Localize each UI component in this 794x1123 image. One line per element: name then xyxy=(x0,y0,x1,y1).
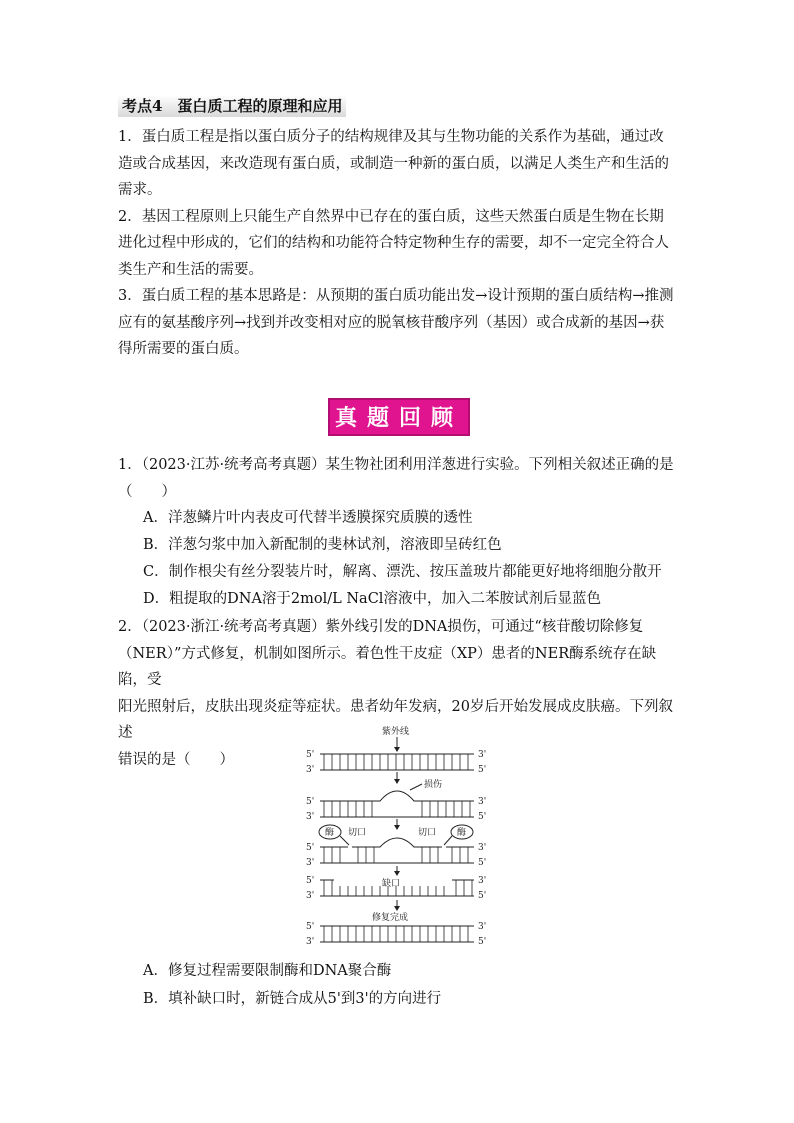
stage-damage xyxy=(306,778,486,822)
s5-top-3: 3' xyxy=(478,922,487,932)
ner-repair-diagram xyxy=(302,724,492,950)
arrowhead-3 xyxy=(394,871,400,876)
s3-top-3: 3' xyxy=(478,843,487,853)
enzyme-left-label: 酶 xyxy=(325,828,335,838)
arrowhead-1 xyxy=(394,779,400,784)
question-2-stem-line4: 错误的是（ ） xyxy=(118,751,234,768)
cut-right-arrow xyxy=(444,836,452,845)
stage-intact xyxy=(306,750,486,775)
question-2-stem-line1: 2．（2023·浙江·统考高考真题）紫外线引发的DNA损伤，可通过“核苷酸切除修复 xyxy=(118,619,644,635)
s3-base-pairs xyxy=(324,847,468,863)
s3-bot-5: 5' xyxy=(478,858,487,868)
s2-top-5: 5' xyxy=(306,797,315,807)
s2-bot-3: 3' xyxy=(306,812,315,822)
s1-bot-3: 3' xyxy=(306,765,315,775)
section-points xyxy=(118,124,678,363)
cut-right-label: 切口 xyxy=(418,828,437,838)
arrowhead-2 xyxy=(394,825,400,830)
question-1-stem-line1: 1．（2023·江苏·统考高考真题）某生物社团利用洋葱进行实验。下列相关叙述正确的是 xyxy=(118,457,674,473)
s1-top-3: 3' xyxy=(478,750,487,760)
s4-bot-3: 3' xyxy=(306,891,315,901)
s4-top-3: 3' xyxy=(478,876,487,886)
question-2-stem-line3: 阳光照射后，皮肤出现炎症等症状。患者幼年发病，20岁后开始发展成皮肤癌。下列叙述 xyxy=(118,698,673,741)
s5-bot-3: 3' xyxy=(306,937,315,947)
s4-bot-5: 5' xyxy=(478,891,487,901)
question-1-option-d: D．粗提取的DNA溶于2mol/L NaCl溶液中，加入二苯胺试剂后显蓝色 xyxy=(143,591,601,607)
question-2-option-a: A．修复过程需要限制酶和DNA聚合酶 xyxy=(143,963,392,979)
point-3: 3．蛋白质工程的基本思路是：从预期的蛋白质功能出发→设计预期的蛋白质结构→推测应有的氨基酸序列→找到并改变相对应的脱氧核苷酸序列（基因）或合成新的基因→获得所需要的蛋白质。 xyxy=(118,288,674,357)
question-2-stem-line2: （NER）”方式修复，机制如图所示。着色性干皮症（XP）患者的NER酶系统存在缺陷，受 xyxy=(118,645,657,688)
review-banner: 真题回顾 xyxy=(328,398,470,436)
point-2: 2．基因工程原则上只能生产自然界中已存在的蛋白质，这些天然蛋白质是生物在长期进化过程中形成的，它们的结构和功能符合特定物种生存的需要，却不一定完全符合人类生产和生活的需要。 xyxy=(118,208,669,278)
done-label: 修复完成 xyxy=(372,913,409,923)
s2-top-3: 3' xyxy=(478,797,487,807)
s3-bot-3: 3' xyxy=(306,858,315,868)
arrowhead-4 xyxy=(394,906,400,911)
question-1-stem-line2: （ ） xyxy=(118,483,176,500)
stage-gap xyxy=(306,876,486,901)
s5-top-5: 5' xyxy=(306,922,315,932)
s2-base-pairs xyxy=(324,801,470,817)
enzyme-right-label: 酶 xyxy=(457,828,467,838)
s2-bot-5: 5' xyxy=(478,812,487,822)
s1-top-5: 5' xyxy=(306,750,315,760)
question-1-option-a: A．洋葱鳞片叶内表皮可代替半透膜探究质膜的透性 xyxy=(143,510,473,526)
s2-top-strand xyxy=(320,791,474,801)
cut-left-label: 切口 xyxy=(348,828,367,838)
s5-base-pairs xyxy=(324,926,468,942)
s5-bot-5: 5' xyxy=(478,937,487,947)
question-1-stem xyxy=(118,452,680,505)
question-2-option-b: B．填补缺口时，新链合成从5'到3'的方向进行 xyxy=(143,991,442,1007)
uv-label: 紫外线 xyxy=(382,727,410,737)
section-heading: 考点4 蛋白质工程的原理和应用 xyxy=(118,95,346,117)
gap-label: 缺口 xyxy=(382,879,401,889)
point-1: 1．蛋白质工程是指以蛋白质分子的结构规律及其与生物功能的关系作为基础，通过改造或合成基因，来改造现有蛋白质，或制造一种新的蛋白质，以满足人类生产和生活的需求。 xyxy=(118,129,669,198)
damage-label: 损伤 xyxy=(424,780,443,790)
s4-top-5: 5' xyxy=(306,876,315,886)
s3-top-5: 5' xyxy=(306,843,315,853)
s1-base-pairs xyxy=(324,754,468,770)
question-1-option-c: C．制作根尖有丝分裂装片时，解离、漂洗、按压盖玻片都能更好地将细胞分散开 xyxy=(143,564,662,580)
uv-arrowhead xyxy=(394,747,400,752)
stage-repaired xyxy=(306,911,486,947)
s1-bot-5: 5' xyxy=(478,765,487,775)
damage-pointer xyxy=(410,784,422,790)
stage-cut xyxy=(306,825,486,868)
question-1-option-b: B．洋葱匀浆中加入新配制的斐林试剂，溶液即呈砖红色 xyxy=(143,537,502,553)
